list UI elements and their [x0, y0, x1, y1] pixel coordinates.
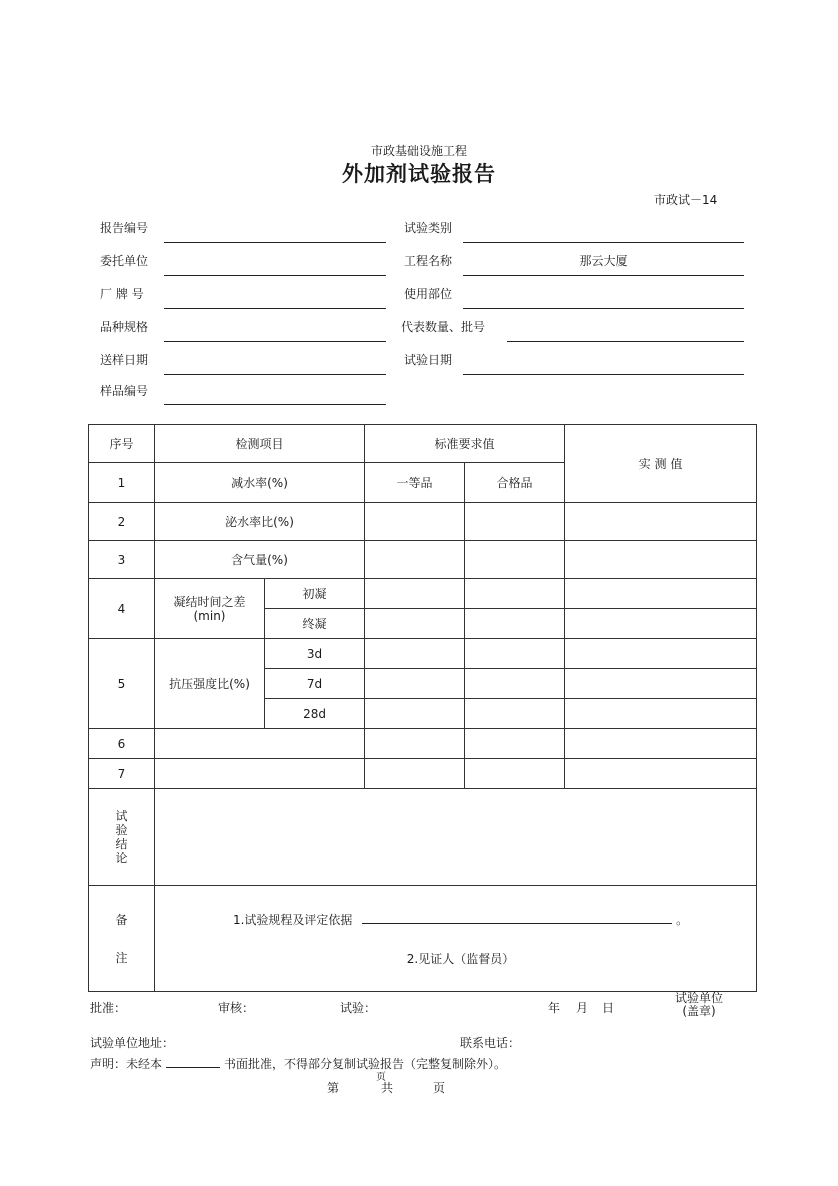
manufacturer-field[interactable]: [164, 308, 386, 309]
table-row: [89, 759, 757, 789]
row5c-first-cell[interactable]: [365, 699, 465, 729]
row2-qualified-cell[interactable]: [465, 503, 565, 541]
row6-item[interactable]: [155, 729, 365, 759]
client-label: 委托单位: [100, 254, 149, 268]
row5a-first-cell[interactable]: [365, 639, 465, 669]
row6-actual-cell[interactable]: [565, 729, 757, 759]
usage-part-field[interactable]: [463, 308, 744, 309]
row1-seq: 1: [89, 463, 155, 503]
table-row: [89, 639, 757, 669]
row4b-first-cell[interactable]: [365, 609, 465, 639]
row5a-actual-cell[interactable]: [565, 639, 757, 669]
conclusion-row: [89, 789, 757, 886]
report-subtitle: 市政基础设施工程: [370, 144, 467, 158]
sample-date-label: 送样日期: [100, 353, 149, 367]
row5c-qualified-cell[interactable]: [465, 699, 565, 729]
conclusion-content[interactable]: [155, 789, 757, 886]
month-label: 月: [576, 1001, 589, 1015]
conclusion-char: 验: [115, 823, 128, 837]
row4-sub-initial: 初凝: [265, 579, 365, 609]
test-type-label: 试验类别: [404, 221, 453, 235]
sample-no-label: 样品编号: [100, 384, 149, 398]
remarks-line-1: [165, 911, 756, 928]
row4-item-unit: (min): [193, 608, 226, 623]
row6-seq: 6: [89, 729, 155, 759]
remarks-witness-label: 2.见证人（监督员）: [406, 951, 515, 966]
lab-unit-label: 试验单位: [674, 991, 723, 1005]
review-label: 审核：: [218, 1001, 255, 1015]
page-gong-label: 共: [381, 1081, 394, 1095]
page-ye-label: 页: [376, 1072, 386, 1083]
table-row: [89, 729, 757, 759]
row5c-actual-cell[interactable]: [565, 699, 757, 729]
row3-seq: 3: [89, 541, 155, 579]
usage-part-label: 使用部位: [404, 287, 453, 301]
row7-seq: 7: [89, 759, 155, 789]
variety-spec-field[interactable]: [164, 341, 386, 342]
row3-first-cell[interactable]: [365, 541, 465, 579]
remarks-char: 备: [115, 912, 128, 927]
remarks-row: [89, 886, 757, 992]
project-name-value: 那云大厦: [579, 254, 628, 268]
conclusion-label: [89, 789, 155, 886]
row4b-actual-cell[interactable]: [565, 609, 757, 639]
sample-date-field[interactable]: [164, 374, 386, 375]
lab-seal-block: [671, 992, 727, 1018]
row3-item: 含气量(%): [155, 541, 365, 579]
remarks-basis-label: 1.试验规程及评定依据: [232, 912, 353, 927]
row5b-first-cell[interactable]: [365, 669, 465, 699]
report-no-label: 报告编号: [100, 221, 149, 235]
seal-label: (盖章): [682, 1004, 716, 1018]
header-seq: 序号: [89, 425, 155, 463]
header-standard: 标准要求值: [365, 425, 565, 463]
table-row: [89, 503, 757, 541]
statement-part-b: 书面批准，不得部分复制试验报告（完整复制除外）。: [224, 1057, 507, 1071]
lab-address-label: 试验单位地址：: [90, 1036, 175, 1050]
table-row: [89, 579, 757, 609]
project-name-label: 工程名称: [404, 254, 453, 268]
report-no-field[interactable]: [164, 242, 386, 243]
manufacturer-label: 厂 牌 号: [100, 287, 144, 301]
project-name-field[interactable]: [463, 275, 744, 276]
day-label: 日: [602, 1001, 615, 1015]
row5-sub-7d: 7d: [265, 669, 365, 699]
row2-seq: 2: [89, 503, 155, 541]
contact-phone-label: 联系电话：: [460, 1036, 521, 1050]
statement-blank[interactable]: [166, 1055, 220, 1068]
header-actual: 实 测 值: [565, 425, 757, 503]
table-row: [89, 541, 757, 579]
tester-label: 试验：: [340, 1001, 377, 1015]
row4-seq: 4: [89, 579, 155, 639]
header-qualified: 合格品: [465, 463, 565, 503]
row4-item: [155, 579, 265, 639]
row4b-qualified-cell[interactable]: [465, 609, 565, 639]
conclusion-char: 结: [115, 837, 128, 851]
remarks-char: 注: [115, 950, 128, 965]
row2-item: 泌水率比(%): [155, 503, 365, 541]
statement: [90, 1055, 506, 1072]
remarks-label: [89, 886, 155, 992]
variety-spec-label: 品种规格: [100, 320, 149, 334]
row5b-actual-cell[interactable]: [565, 669, 757, 699]
sample-no-field[interactable]: [164, 404, 386, 405]
header-first-grade: 一等品: [365, 463, 465, 503]
test-date-field[interactable]: [463, 374, 744, 375]
report-title: 外加剂试验报告: [342, 162, 496, 186]
row5-item: 抗压强度比(%): [155, 639, 265, 729]
row4-sub-final: 终凝: [265, 609, 365, 639]
row7-item[interactable]: [155, 759, 365, 789]
row7-qualified-cell[interactable]: [465, 759, 565, 789]
row4a-first-cell[interactable]: [365, 579, 465, 609]
row4a-qualified-cell[interactable]: [465, 579, 565, 609]
qty-batch-field[interactable]: [507, 341, 744, 342]
row1-item: 减水率(%): [155, 463, 365, 503]
row6-qualified-cell[interactable]: [465, 729, 565, 759]
row5-sub-28d: 28d: [265, 699, 365, 729]
row5a-qualified-cell[interactable]: [465, 639, 565, 669]
page-di-label: 第: [327, 1081, 340, 1095]
row5-seq: 5: [89, 639, 155, 729]
statement-part-a: 声明：未经本: [90, 1057, 163, 1071]
row7-actual-cell[interactable]: [565, 759, 757, 789]
row4a-actual-cell[interactable]: [565, 579, 757, 609]
row2-actual-cell[interactable]: [565, 503, 757, 541]
row2-first-cell[interactable]: [365, 503, 465, 541]
client-field[interactable]: [164, 275, 386, 276]
remarks-period: 。: [676, 912, 689, 927]
remarks-basis-field[interactable]: [362, 911, 672, 924]
test-results-table: [88, 424, 757, 992]
row6-first-cell[interactable]: [365, 729, 465, 759]
approve-label: 批准：: [90, 1001, 127, 1015]
row3-qualified-cell[interactable]: [465, 541, 565, 579]
row3-actual-cell[interactable]: [565, 541, 757, 579]
row4-item-label: 凝结时间之差: [173, 594, 246, 609]
remarks-content: [155, 886, 757, 992]
header-item: 检测项目: [155, 425, 365, 463]
page-ye-total-label: 页: [433, 1081, 446, 1095]
row5-sub-3d: 3d: [265, 639, 365, 669]
test-date-label: 试验日期: [404, 353, 453, 367]
conclusion-char: 论: [115, 851, 128, 865]
row7-first-cell[interactable]: [365, 759, 465, 789]
form-number: 市政试－14: [654, 193, 718, 207]
year-label: 年: [548, 1001, 561, 1015]
qty-batch-label: 代表数量、批号: [401, 320, 486, 334]
conclusion-char: 试: [115, 809, 128, 823]
row5b-qualified-cell[interactable]: [465, 669, 565, 699]
table-header-row: [89, 425, 757, 463]
test-type-field[interactable]: [463, 242, 744, 243]
